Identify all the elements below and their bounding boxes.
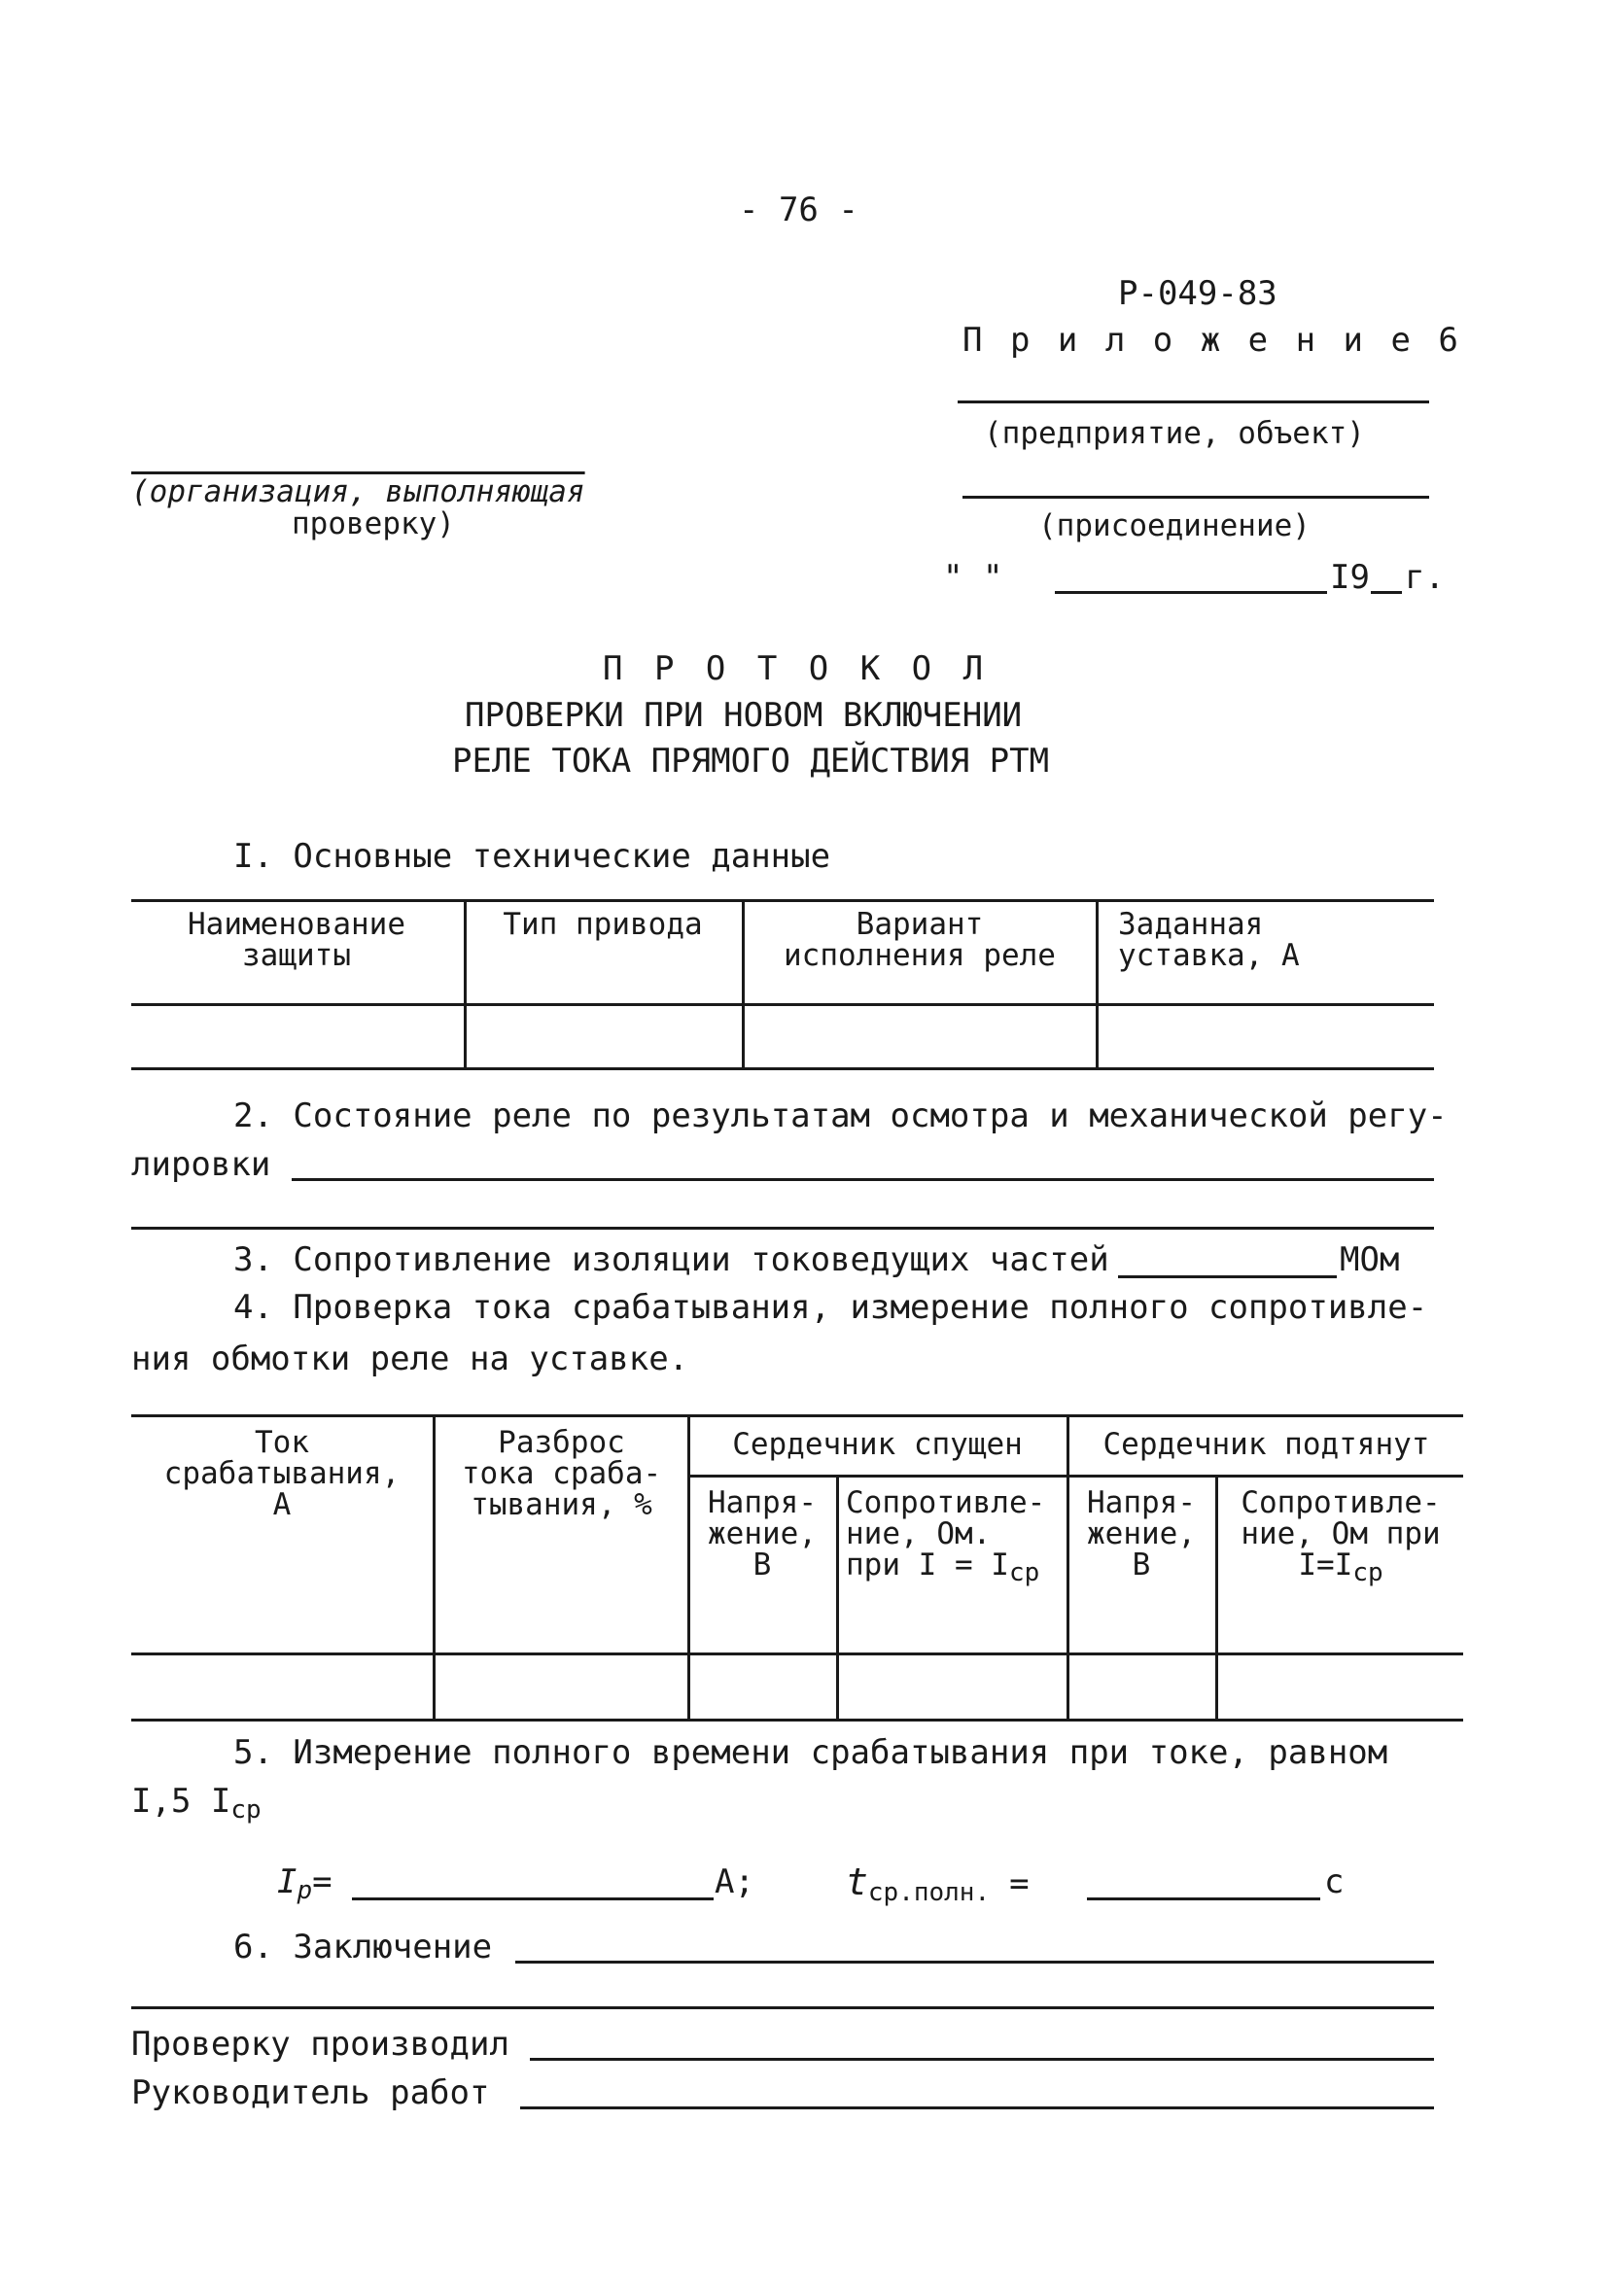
enterprise-line bbox=[958, 400, 1429, 403]
conclusion-line-2[interactable] bbox=[131, 2006, 1434, 2009]
col-pickup-spread: Разброс тока сраба- тывания, % bbox=[461, 1425, 662, 1522]
insulation-unit: МОм bbox=[1340, 1240, 1400, 1279]
section-2-line-1: 2. Состояние реле по результатам осмотра и механической регу- bbox=[233, 1096, 1448, 1135]
col-drive-type: Тип привода bbox=[503, 907, 703, 942]
section-6-label: 6. Заключение bbox=[233, 1928, 493, 1966]
page-number: - 76 - bbox=[739, 191, 858, 229]
ip-label: $I_р=$ bbox=[277, 1862, 332, 1905]
date-year-line bbox=[1371, 591, 1402, 594]
section-3-text: 3. Сопротивление изоляции токоведущих частей bbox=[233, 1240, 1109, 1279]
conclusion-line-1[interactable] bbox=[515, 1961, 1434, 1964]
section-2-fill-line-1[interactable] bbox=[292, 1178, 1434, 1181]
t-label: $t_{ср.полн.}$ = bbox=[846, 1861, 1030, 1907]
col-relay-variant: Вариант исполнения реле bbox=[784, 907, 1056, 973]
checked-by-line[interactable] bbox=[530, 2058, 1434, 2061]
col-pickup-current: Ток срабатывания, А bbox=[163, 1425, 401, 1522]
date-line bbox=[1055, 591, 1327, 594]
t-value-line[interactable] bbox=[1087, 1897, 1320, 1900]
protocol-subtitle-2: РЕЛЕ ТОКА ПРЯМОГО ДЕЙСТВИЯ РТМ bbox=[452, 742, 1050, 781]
date-quotes: " " bbox=[943, 558, 1003, 597]
org-caption-2: проверку) bbox=[292, 506, 455, 541]
supervisor-label: Руководитель работ bbox=[131, 2073, 490, 2112]
supervisor-line[interactable] bbox=[520, 2106, 1434, 2109]
ip-value-line[interactable] bbox=[352, 1897, 714, 1900]
insulation-value-line[interactable] bbox=[1118, 1275, 1337, 1278]
col-resistance-pulled: Сопротивле- ние, Ом при $I=I_{ср}$ bbox=[1241, 1485, 1441, 1587]
col-protection-name: Наименование защиты bbox=[188, 907, 405, 973]
section-1-heading: I. Основные технические данные bbox=[233, 837, 831, 876]
section-5-line-1: 5. Измерение полного времени срабатывания при токе, равном bbox=[233, 1733, 1388, 1772]
section-4-line-2: ния обмотки реле на уставке. bbox=[131, 1339, 689, 1378]
section-4-line-1: 4. Проверка тока срабатывания, измерение полного сопротивле- bbox=[233, 1288, 1428, 1327]
connection-line bbox=[962, 496, 1429, 499]
col-setpoint: Заданная уставка, А bbox=[1118, 907, 1300, 973]
group-core-released: Сердечник спущен bbox=[732, 1427, 1023, 1462]
col-voltage-released: Напря- жение, В bbox=[708, 1485, 817, 1583]
enterprise-caption: (предприятие, объект) bbox=[984, 416, 1365, 451]
protocol-title: П Р О Т О К О Л bbox=[603, 649, 990, 688]
connection-caption: (присоединение) bbox=[1038, 508, 1311, 543]
doc-code: Р-049-83 bbox=[1118, 274, 1277, 313]
group-core-pulled: Сердечник подтянут bbox=[1102, 1427, 1430, 1462]
org-caption-1: (организация, выполняющая bbox=[131, 474, 585, 509]
date-g: г. bbox=[1405, 558, 1445, 597]
section-2-fill-line-2[interactable] bbox=[131, 1227, 1434, 1230]
section-2-line-2: лировки bbox=[131, 1145, 271, 1184]
date-year: I9 bbox=[1330, 558, 1370, 597]
col-resistance-released: Сопротивле- ние, Ом. при $I = I_{ср}$ bbox=[846, 1485, 1046, 1587]
checked-by-label: Проверку производил bbox=[131, 2025, 509, 2064]
ip-unit: А; bbox=[715, 1862, 754, 1901]
protocol-subtitle-1: ПРОВЕРКИ ПРИ НОВОМ ВКЛЮЧЕНИИ bbox=[465, 696, 1023, 735]
appendix-label: П р и л о ж е н и е 6 bbox=[962, 321, 1462, 360]
section-5-line-2: I,5 $I_{ср}$ bbox=[131, 1782, 262, 1825]
col-voltage-pulled: Напря- жение, В bbox=[1087, 1485, 1196, 1583]
t-unit: с bbox=[1324, 1862, 1345, 1901]
